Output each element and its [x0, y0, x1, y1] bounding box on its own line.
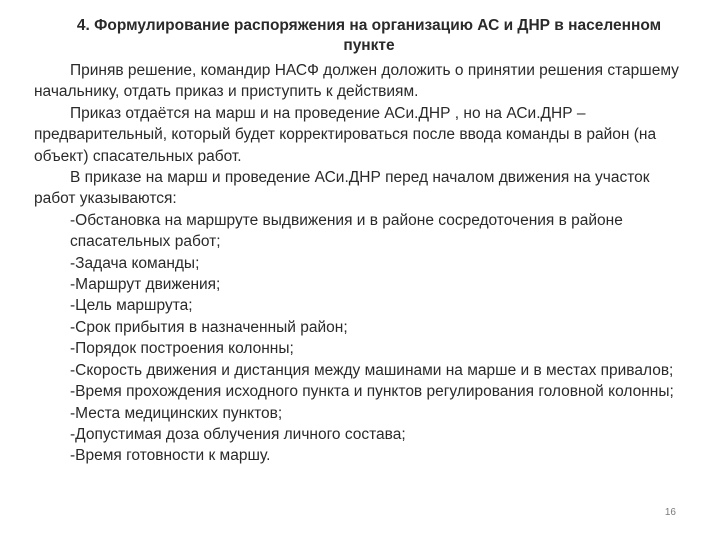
list-item: -Порядок построения колонны; [70, 340, 294, 358]
list-item: -Скорость движения и дистанция между машинами на марше и в местах привалов; [70, 361, 674, 379]
paragraph-order-contents: В приказе на марш и проведение АСи.ДНР перед началом движения на участок работ указываются: [34, 169, 650, 208]
list-item: -Места медицинских пунктов; [70, 404, 283, 422]
list-item: -Цель маршрута; [70, 297, 193, 315]
slide-title: 4. Формулирование распоряжения на организацию АС и ДНР в населенном пункте [76, 17, 662, 54]
list-item: -Допустимая доза облучения личного состава; [70, 425, 406, 443]
list-item: -Срок прибытия в назначенный район; [70, 318, 348, 336]
paragraph-report-decision: Приняв решение, командир НАСФ должен доложить о принятии решения старшему начальнику, отдать приказ и приступить к действиям. [34, 62, 679, 101]
slide-body [34, 60, 684, 467]
list-item: -Задача команды; [70, 254, 200, 272]
list-item: -Маршрут движения; [70, 276, 221, 294]
list-item: -Время прохождения исходного пункта и пунктов регулирования головной колонны; [70, 383, 674, 401]
order-items-list [34, 210, 684, 467]
page-number: 16 [664, 507, 676, 518]
list-item: -Обстановка на маршруте выдвижения и в районе сосредоточения в районе спасательных работ; [70, 211, 623, 251]
list-item: -Время готовности к маршу. [70, 447, 271, 465]
paragraph-order-issued: Приказ отдаётся на марш и на проведение АСи.ДНР , но на АСи.ДНР – предварительный, который будет корректироваться после ввода команды в район (на объект) спасательных работ. [34, 104, 657, 165]
